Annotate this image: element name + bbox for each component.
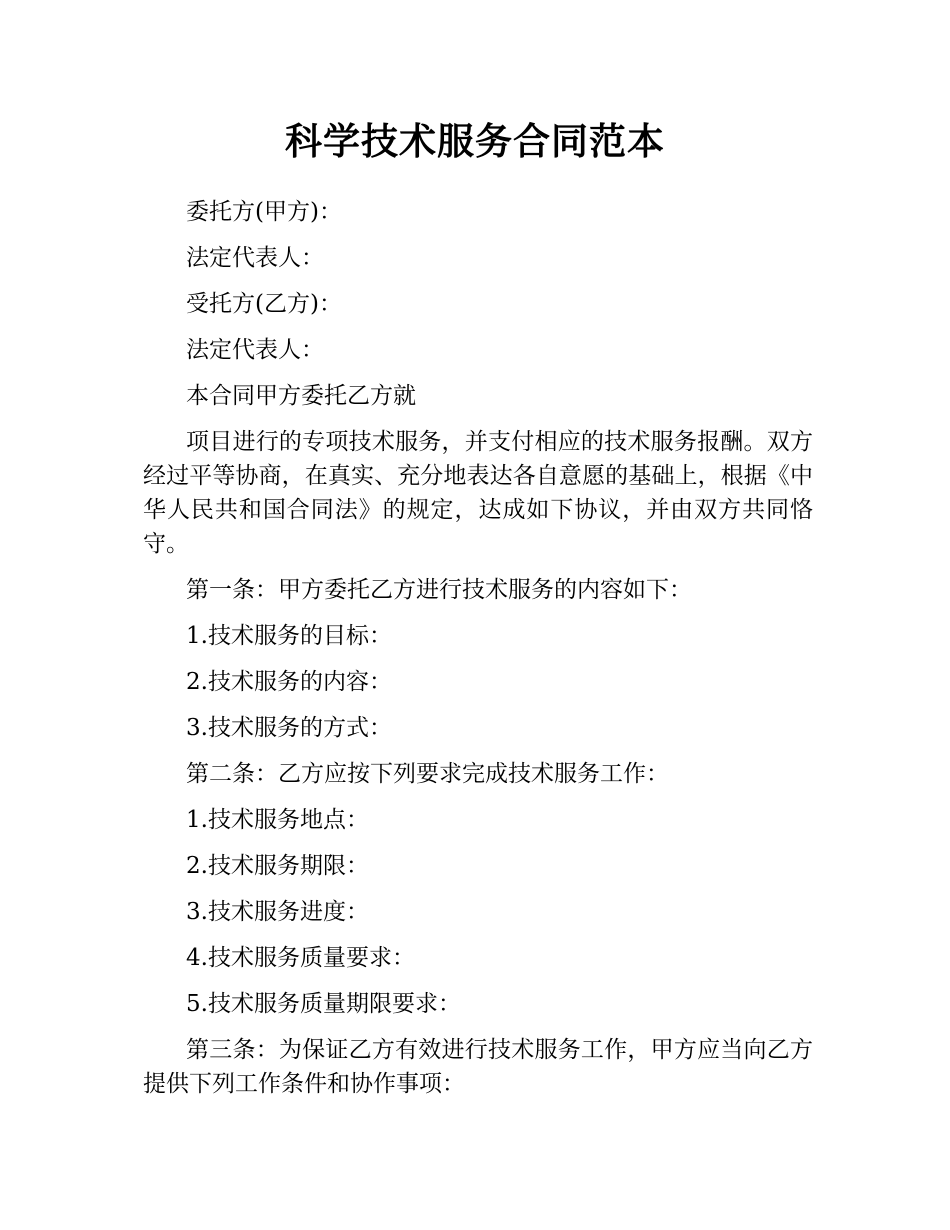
party-b-representative-line: 法定代表人： [186,337,324,363]
article-two-item-3: 3.技术服务进度： [186,899,369,925]
contract-preamble: 项目进行的专项技术服务，并支付相应的技术服务报酬。双方经过平等协商，在真实、充分地表达各自意愿的基础上，根据《中华人民共和国合同法》的规定，达成如下协议，并由双方共同恪守。 [143,429,813,557]
page-title: 科学技术服务合同范本 [285,120,665,163]
article-one-item-1: 1.技术服务的目标： [186,623,392,649]
contract-body [143,195,813,1113]
party-b-line: 受托方(乙方)： [186,291,342,317]
article-one-item-3: 3.技术服务的方式： [186,715,392,741]
contract-intro-line: 本合同甲方委托乙方就 [186,383,416,409]
article-two-heading: 第二条：乙方应按下列要求完成技术服务工作： [186,761,669,787]
party-a-line: 委托方(甲方)： [186,199,342,225]
article-one-item-2: 2.技术服务的内容： [186,669,392,695]
article-two-item-2: 2.技术服务期限： [186,853,369,879]
article-two-item-5: 5.技术服务质量期限要求： [186,991,461,1017]
article-three-heading: 第三条：为保证乙方有效进行技术服务工作，甲方应当向乙方提供下列工作条件和协作事项： [143,1037,813,1097]
party-a-representative-line: 法定代表人： [186,245,324,271]
article-one-heading: 第一条：甲方委托乙方进行技术服务的内容如下： [186,577,692,603]
article-two-item-1: 1.技术服务地点： [186,807,369,833]
article-two-item-4: 4.技术服务质量要求： [186,945,415,971]
